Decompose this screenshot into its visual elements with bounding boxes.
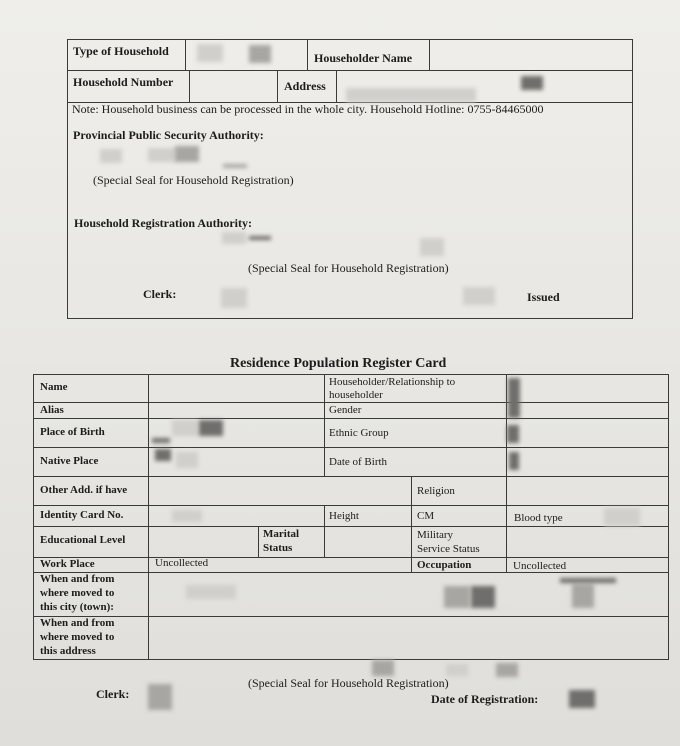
work-place-value: Uncollected bbox=[155, 557, 209, 569]
redaction bbox=[521, 76, 543, 90]
type-of-household-label: Type of Household bbox=[73, 44, 169, 58]
religion-label: Religion bbox=[417, 485, 455, 497]
redaction bbox=[249, 236, 271, 240]
redaction bbox=[148, 684, 172, 710]
other-address-label: Other Add. if have bbox=[40, 484, 128, 496]
redaction bbox=[446, 664, 468, 676]
redaction bbox=[172, 420, 198, 436]
redaction bbox=[346, 88, 476, 102]
moved-city-label: When and from bbox=[40, 573, 115, 585]
native-place-label: Native Place bbox=[40, 455, 99, 467]
redaction bbox=[221, 288, 247, 308]
moved-address-label: When and from bbox=[40, 617, 115, 629]
redaction bbox=[199, 420, 223, 436]
redaction bbox=[172, 510, 202, 522]
redaction bbox=[560, 578, 616, 583]
householder-name-label: Householder Name bbox=[314, 51, 413, 65]
redaction bbox=[507, 425, 519, 443]
redaction bbox=[569, 690, 595, 708]
military-service-label-2: Service Status bbox=[417, 543, 480, 555]
redaction bbox=[372, 660, 394, 676]
householder-relationship-label-2: householder bbox=[329, 389, 383, 401]
blood-type-label: Blood type bbox=[514, 512, 563, 524]
redaction bbox=[222, 232, 246, 244]
redaction bbox=[186, 585, 236, 599]
redaction bbox=[249, 45, 271, 63]
redaction bbox=[496, 663, 518, 677]
redaction bbox=[148, 148, 176, 162]
marital-status-label-2: Status bbox=[263, 542, 293, 554]
ethnic-group-label: Ethnic Group bbox=[329, 427, 389, 439]
name-label: Name bbox=[40, 381, 68, 393]
military-service-label: Military bbox=[417, 529, 454, 541]
educational-level-label: Educational Level bbox=[40, 534, 126, 546]
gender-label: Gender bbox=[329, 404, 362, 416]
occupation-value: Uncollected bbox=[513, 560, 567, 572]
height-unit-label: CM bbox=[417, 510, 435, 522]
seal-text-card: (Special Seal for Household Registration) bbox=[248, 676, 449, 690]
moved-city-label-3: this city (town): bbox=[40, 601, 114, 613]
date-of-registration-label: Date of Registration: bbox=[431, 692, 539, 706]
moved-address-label-3: this address bbox=[40, 645, 96, 657]
moved-city-label-2: where moved to bbox=[40, 587, 115, 599]
redaction bbox=[572, 584, 594, 608]
date-of-birth-label: Date of Birth bbox=[329, 456, 388, 468]
clerk-label-card: Clerk: bbox=[96, 687, 130, 701]
redaction bbox=[100, 149, 122, 163]
alias-label: Alias bbox=[40, 404, 64, 416]
provincial-authority-label: Provincial Public Security Authority: bbox=[73, 128, 264, 142]
household-number-label: Household Number bbox=[73, 75, 174, 89]
redaction bbox=[223, 164, 247, 168]
issued-label: Issued bbox=[527, 290, 560, 304]
moved-address-label-2: where moved to bbox=[40, 631, 115, 643]
redaction bbox=[176, 452, 198, 468]
marital-status-label: Marital bbox=[263, 528, 300, 540]
note-text: Note: Household business can be processed in the whole city. Household Hotline: 0755-84465000 bbox=[72, 102, 544, 116]
clerk-label-top: Clerk: bbox=[143, 287, 177, 301]
redaction bbox=[508, 378, 520, 418]
householder-relationship-label: Householder/Relationship to bbox=[329, 376, 456, 388]
occupation-label: Occupation bbox=[417, 559, 472, 571]
register-card-title: Residence Population Register Card bbox=[230, 356, 447, 371]
redaction bbox=[444, 586, 470, 608]
seal-text-1: (Special Seal for Household Registration) bbox=[93, 173, 294, 187]
redaction bbox=[420, 238, 444, 256]
redaction bbox=[509, 452, 519, 470]
redaction bbox=[471, 586, 495, 608]
redaction bbox=[155, 449, 171, 461]
identity-card-label: Identity Card No. bbox=[40, 509, 124, 521]
address-label: Address bbox=[284, 79, 326, 93]
registration-authority-label: Household Registration Authority: bbox=[74, 216, 253, 230]
redaction bbox=[197, 44, 223, 62]
redaction bbox=[175, 146, 199, 162]
redaction bbox=[463, 287, 495, 305]
redaction bbox=[152, 438, 170, 443]
place-of-birth-label: Place of Birth bbox=[40, 426, 105, 438]
seal-text-2: (Special Seal for Household Registration) bbox=[248, 261, 449, 275]
redaction bbox=[604, 508, 640, 526]
height-label: Height bbox=[329, 510, 359, 522]
work-place-label: Work Place bbox=[40, 558, 95, 570]
